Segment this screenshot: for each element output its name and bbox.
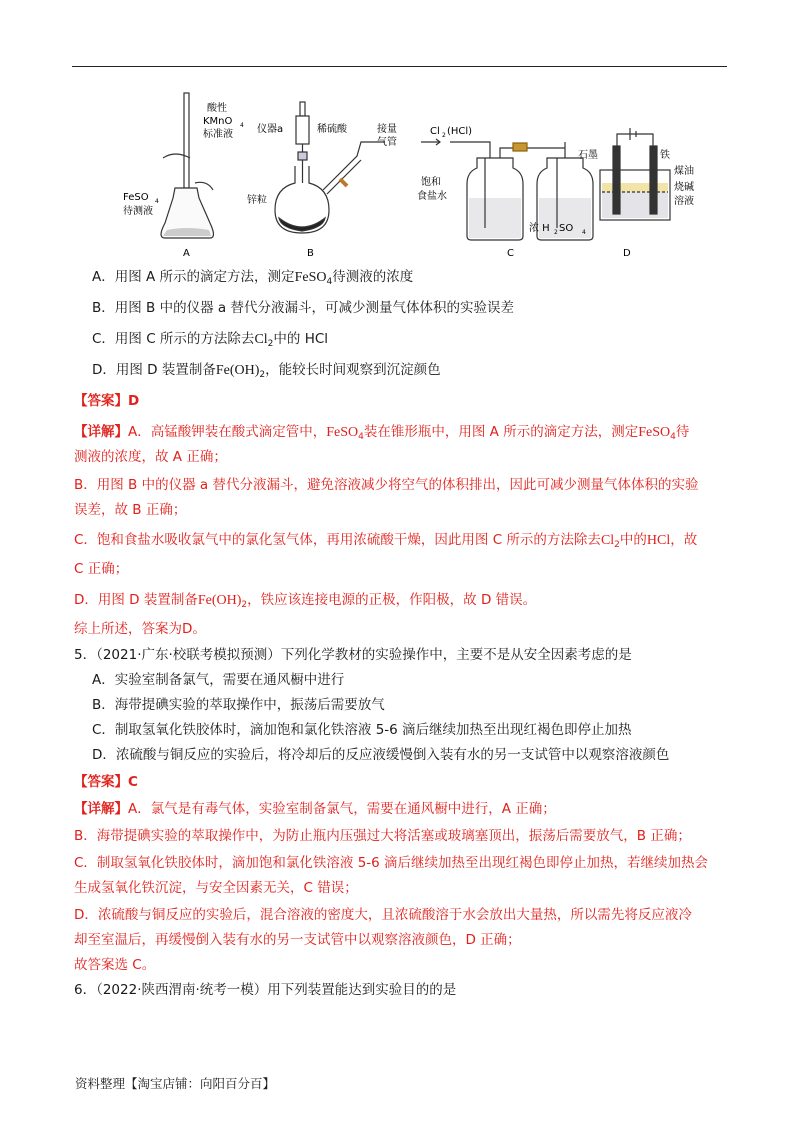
b-acid: 稀硫酸 xyxy=(317,124,347,135)
a-titrant-sub: 4 xyxy=(240,122,244,129)
b-gas-tube-1: 接量 xyxy=(377,124,397,135)
header-rule xyxy=(72,66,727,67)
c-gas-sub: 2 xyxy=(442,132,446,139)
q5-option-a: A．实验室制备氯气，需要在通风橱中进行 xyxy=(92,672,345,688)
q4-answer: 【答案】D xyxy=(74,393,140,409)
c-label: C xyxy=(507,248,514,259)
q4-explanation-b-cont: 误差，故 B 正确； xyxy=(74,502,187,518)
a-label: A xyxy=(183,248,190,259)
c-bottle2-sub2: 4 xyxy=(582,229,586,236)
q4-option-a: A．用图 A 所示的滴定方法，测定FeSO$_4$待测液的浓度 xyxy=(92,269,414,287)
c-bottle1-1: 饱和 xyxy=(421,177,441,188)
c-bottle2: 浓 H xyxy=(529,223,550,234)
b-solid: 锌粒 xyxy=(247,195,267,206)
b-instrument: 仪器a xyxy=(257,124,284,135)
d-label: D xyxy=(623,248,631,259)
q4-summary: 综上所述，答案为D。 xyxy=(74,621,206,637)
q5-summary: 故答案选 C。 xyxy=(74,957,156,973)
c-gas-suffix: (HCl) xyxy=(447,126,473,137)
q5-option-c: C．制取氢氧化铁胶体时，滴加饱和氯化铁溶液 5-6 滴后继续加热至出现红褐色即停止加热 xyxy=(92,722,632,738)
q5-option-b: B．海带提碘实验的萃取操作中，振荡后需要放气 xyxy=(92,697,385,713)
q4-explanation-c-cont: C 正确； xyxy=(74,561,129,577)
c-bottle2-sub: 2 xyxy=(554,229,558,236)
c-bottle1-2: 食盐水 xyxy=(417,191,447,202)
q4-explanation-a: 【详解】A．高锰酸钾装在酸式滴定管中，FeSO$_4$装在锥形瓶中，用图 A 所示的滴定方法，测定FeSO$_4$待 xyxy=(74,424,690,442)
a-sample-line1: FeSO xyxy=(123,192,149,203)
q4-option-d: D．用图 D 装置制备$Fe(OH)_2$，能较长时间观察到沉淀颜色 xyxy=(92,362,441,380)
q5-explanation-c-cont: 生成氢氧化铁沉淀，与安全因素无关，C 错误； xyxy=(74,880,358,896)
b-gas-tube-2: 气管 xyxy=(377,137,397,148)
a-sample-sub: 4 xyxy=(155,198,159,205)
a-titrant-line2: KMnO xyxy=(203,116,233,127)
d-oil: 煤油 xyxy=(674,166,694,177)
d-alkali-2: 溶液 xyxy=(674,196,694,207)
q4-explanation-a-cont: 测液的浓度，故 A 正确； xyxy=(74,449,227,465)
c-bottle2-suffix: SO xyxy=(559,223,574,234)
apparatus-d xyxy=(600,128,670,220)
q4-explanation-c: C．饱和食盐水吸收氯气中的氯化氢气体，再用浓硫酸干燥，因此用图 C 所示的方法除去$Cl_2$中的HCl，故 xyxy=(74,532,698,550)
q5-answer: 【答案】C xyxy=(74,774,138,790)
d-alkali-1: 烧碱 xyxy=(674,182,694,193)
c-gas: Cl xyxy=(430,126,440,137)
q5-stem: 5．（2021·广东·校联考模拟预测）下列化学教材的实验操作中，主要不是从安全因素考虑的是 xyxy=(74,647,632,663)
apparatus-b xyxy=(275,102,385,233)
q5-explanation-d-cont: 却至室温后，再缓慢倒入装有水的另一支试管中以观察溶液颜色，D 正确； xyxy=(74,932,521,948)
q5-explanation-c: C．制取氢氧化铁胶体时，滴加饱和氯化铁溶液 5-6 滴后继续加热至出现红褐色即停止加热，若继续加热会 xyxy=(74,855,709,871)
q6-stem: 6．（2022·陕西渭南·统考一模）用下列装置能达到实验目的的是 xyxy=(74,982,457,998)
page-footer: 资料整理【淘宝店铺：向阳百分百】 xyxy=(75,1076,276,1091)
apparatus-figure xyxy=(95,88,715,263)
b-label: B xyxy=(307,248,314,259)
q5-option-d: D．浓硫酸与铜反应的实验后，将冷却后的反应液缓慢倒入装有水的另一支试管中以观察溶液颜色 xyxy=(92,747,670,763)
q4-option-c: C．用图 C 所示的方法除去$Cl_2$中的 HCl xyxy=(92,331,329,349)
d-iron: 铁 xyxy=(660,150,670,161)
q5-explanation-d: D．浓硫酸与铜反应的实验后，混合溶液的密度大，且浓硫酸溶于水会放出大量热，所以需先将反应液冷 xyxy=(74,907,692,923)
q4-explanation-d: D．用图 D 装置制备$Fe(OH)_2$，铁应该连接电源的正极，作阳极，故 D 错误。 xyxy=(74,592,537,610)
q5-explanation-a: 【详解】A．氯气是有毒气体，实验室制备氯气，需要在通风橱中进行，A 正确； xyxy=(74,801,556,817)
q5-explanation-b: B．海带提碘实验的萃取操作中，为防止瓶内压强过大将活塞或玻璃塞顶出，振荡后需要放气，B 正确； xyxy=(74,828,691,844)
a-sample-line2: 待测液 xyxy=(123,206,153,217)
q4-option-b: B．用图 B 中的仪器 a 替代分液漏斗，可减少测量气体体积的实验误差 xyxy=(92,300,514,316)
a-titrant-line1: 酸性 xyxy=(207,103,227,114)
apparatus-a xyxy=(161,93,214,238)
q4-explanation-b: B．用图 B 中的仪器 a 替代分液漏斗，避免溶液减少将空气的体积排出，因此可减少测量气体体积的实验 xyxy=(74,477,699,493)
a-titrant-line3: 标准液 xyxy=(203,129,233,140)
d-graphite: 石墨 xyxy=(578,150,598,161)
